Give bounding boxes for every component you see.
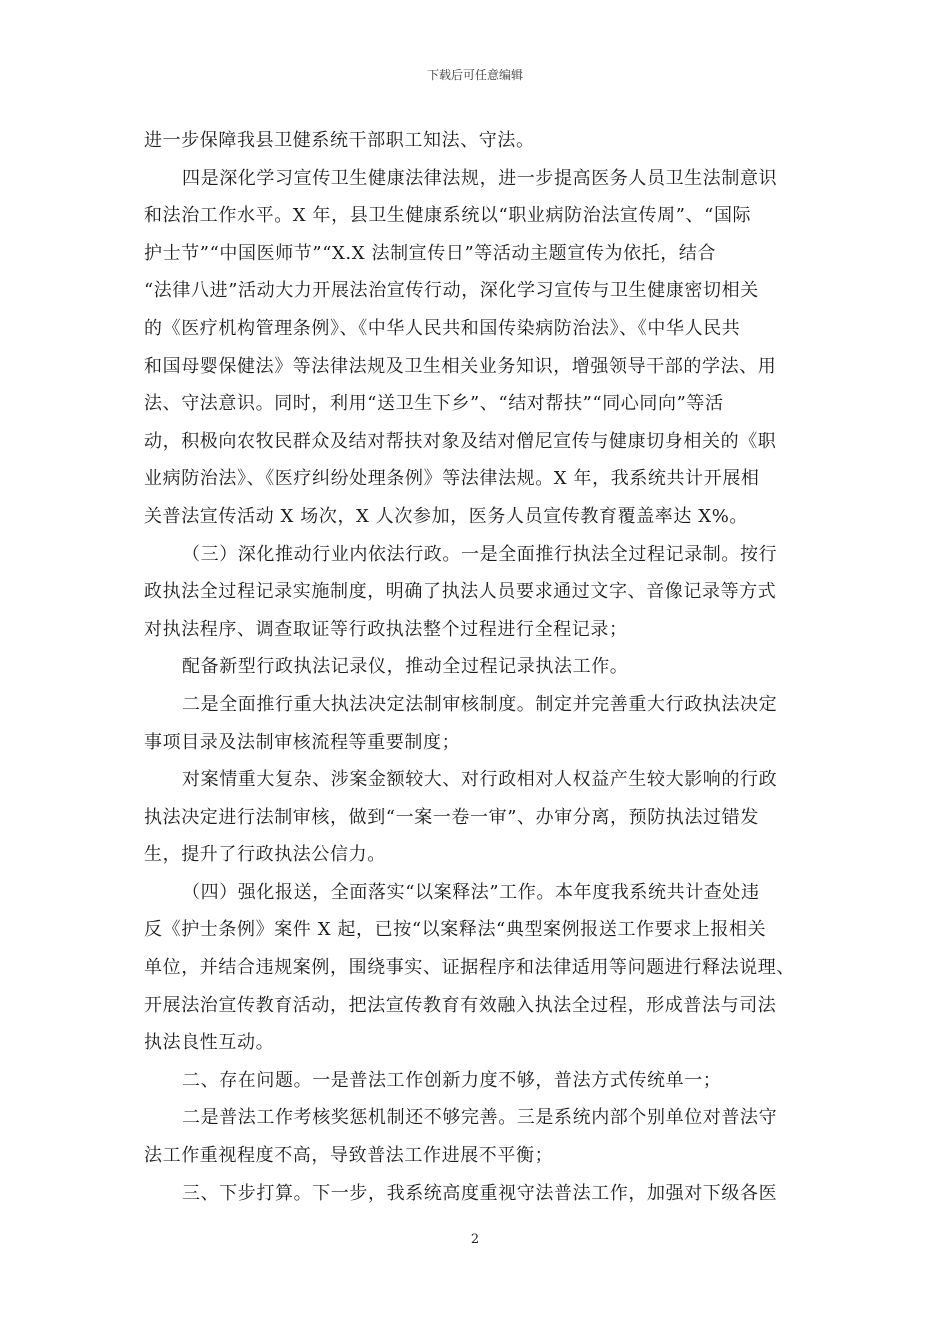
text-line: 三、下步打算。下一步，我系统高度重视守法普法工作，加强对下级各医 bbox=[182, 1182, 778, 1204]
text-line: 关普法宣传活动 X 场次，X 人次参加，医务人员宣传教育覆盖率达 X%。 bbox=[144, 505, 749, 527]
text-line: 对案情重大复杂、涉案金额较大、对行政相对人权益产生较大影响的行政 bbox=[182, 769, 778, 791]
text-line: 生，提升了行政执法公信力。 bbox=[144, 844, 386, 866]
text-line: 法、守法意识。同时，利用“送卫生下乡”、“结对帮扶”“同心同向”等活 bbox=[144, 393, 724, 415]
text-line: （三）深化推动行业内依法行政。一是全面推行执法全过程记录制。按行 bbox=[182, 543, 778, 565]
text-line: 执法良性互动。 bbox=[144, 1032, 275, 1054]
text-line: 二、存在问题。一是普法工作创新力度不够，普法方式传统单一； bbox=[182, 1069, 722, 1091]
text-line: 动，积极向农牧民群众及结对帮扶对象及结对僧尼宣传与健康切身相关的《职 bbox=[144, 430, 777, 452]
text-line: 法工作重视程度不高，导致普法工作进展不平衡； bbox=[144, 1145, 554, 1167]
text-line: 二是全面推行重大执法决定法制审核制度。制定并完善重大行政执法决定 bbox=[182, 693, 778, 715]
text-line: 政执法全过程记录实施制度，明确了执法人员要求通过文字、音像记录等方式 bbox=[144, 581, 777, 603]
text-line: 的《医疗机构管理条例》、《中华人民共和国传染病防治法》、《中华人民共 bbox=[144, 317, 741, 339]
text-line: （四）强化报送，全面落实“以案释法”工作。本年度我系统共计查处违 bbox=[182, 881, 760, 903]
text-line: 事项目录及法制审核流程等重要制度； bbox=[144, 731, 461, 753]
text-line: 四是深化学习宣传卫生健康法律法规，进一步提高医务人员卫生法制意识 bbox=[182, 167, 778, 189]
text-line: 业病防治法》、《医疗纠纷处理条例》等法律法规。X 年，我系统共计开展相 bbox=[144, 468, 760, 490]
text-line: 和国母婴保健法》等法律法规及卫生相关业务知识，增强领导干部的学法、用 bbox=[144, 355, 777, 377]
text-line: 对执法程序、调查取证等行政执法整个过程进行全程记录； bbox=[144, 618, 628, 640]
text-line: 配备新型行政执法记录仪，推动全过程记录执法工作。 bbox=[182, 656, 629, 678]
text-line: 进一步保障我县卫健系统干部职工知法、守法。 bbox=[144, 130, 535, 151]
text-line: 单位，并结合违规案例，围绕事实、证据程序和法律适用等问题进行释法说理、 bbox=[144, 957, 795, 979]
page-number: 2 bbox=[470, 1232, 480, 1247]
text-line: 反《护士条例》案件 X 起，已按“以案释法“典型案例报送工作要求上报相关 bbox=[144, 919, 767, 941]
text-line: 二是普法工作考核奖惩机制还不够完善。三是系统内部个别单位对普法守 bbox=[182, 1107, 778, 1129]
page-header: 下载后可任意编辑 bbox=[426, 68, 523, 82]
text-line: 和法治工作水平。X 年，县卫生健康系统以“职业病防治法宣传周”、“国际 bbox=[144, 205, 752, 227]
text-line: “法律八进”活动大力开展法治宣传行动，深化学习宣传与卫生健康密切相关 bbox=[144, 280, 759, 302]
text-line: 执法决定进行法制审核，做到“一案一卷一审”、办审分离，预防执法过错发 bbox=[144, 806, 759, 828]
body-text bbox=[144, 122, 806, 1212]
text-line: 开展法治宣传教育活动，把法宣传教育有效融入执法全过程，形成普法与司法 bbox=[144, 994, 777, 1016]
text-line: 护士节”“中国医师节”“X.X 法制宣传日”等活动主题宣传为依托，结合 bbox=[144, 242, 717, 264]
